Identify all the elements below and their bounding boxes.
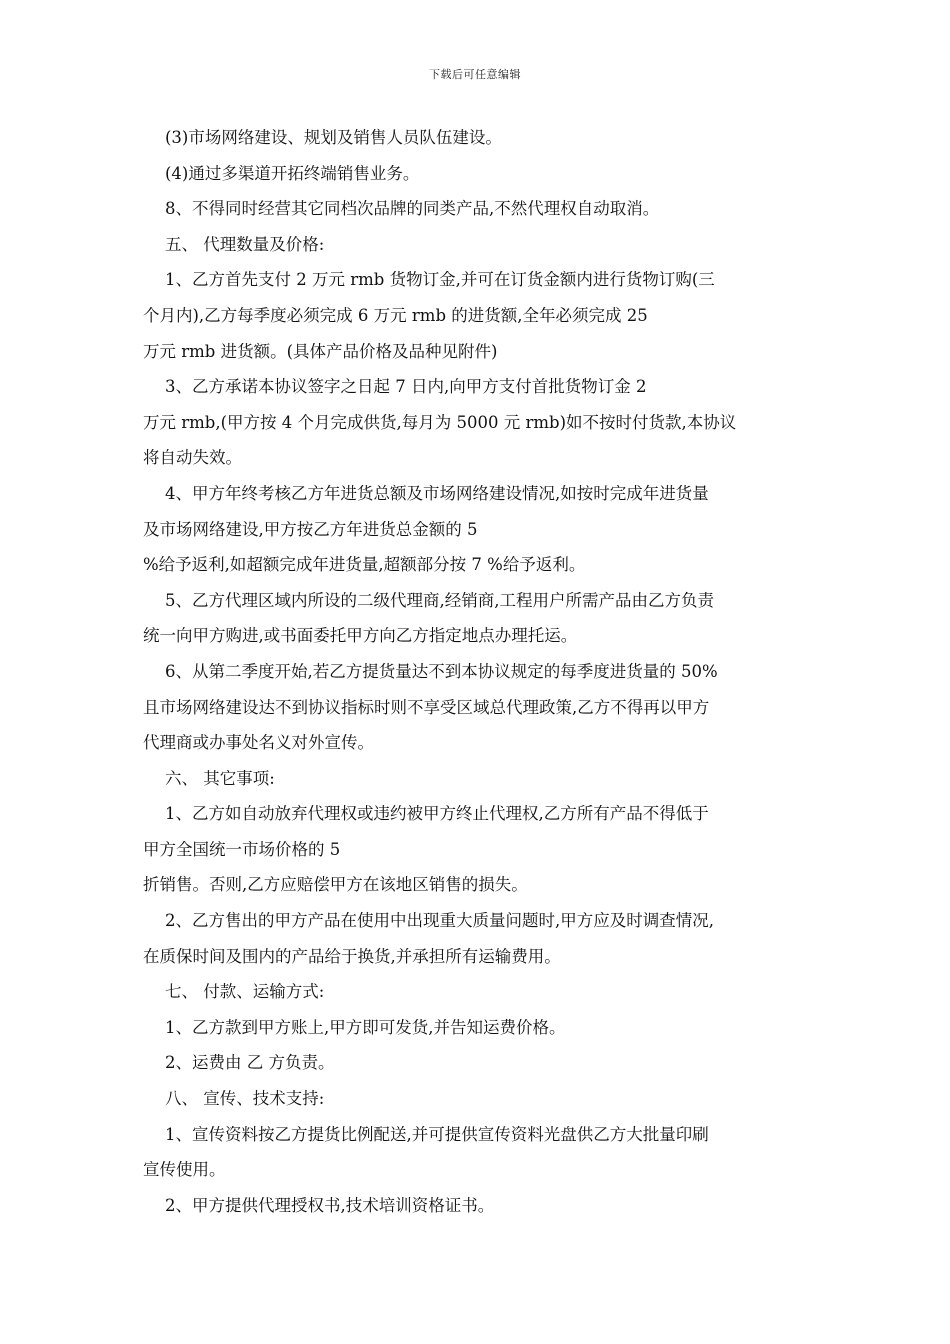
- text-line: 且市场网络建设达不到协议指标时则不享受区域总代理政策,乙方不得再以甲方: [143, 697, 710, 717]
- text-line: 七、 付款、运输方式:: [165, 982, 325, 1002]
- text-line: 1、乙方首先支付 2 万元 rmb 货物订金,并可在订货金额内进行货物订购(三: [165, 270, 715, 290]
- text-line: 6、从第二季度开始,若乙方提货量达不到本协议规定的每季度进货量的 50%: [165, 661, 718, 681]
- text-line: %给予返利,如超额完成年进货量,超额部分按 7 %给予返利。: [143, 555, 586, 575]
- text-line: 1、乙方款到甲方账上,甲方即可发货,并告知运费价格。: [165, 1017, 566, 1037]
- text-line: 六、 其它事项:: [165, 768, 275, 788]
- text-line: 五、 代理数量及价格:: [165, 234, 325, 254]
- text-line: 3、乙方承诺本协议签字之日起 7 日内,向甲方支付首批货物订金 2: [165, 377, 647, 397]
- text-line: 4、甲方年终考核乙方年进货总额及市场网络建设情况,如按时完成年进货量: [165, 483, 709, 503]
- text-line: 及市场网络建设,甲方按乙方年进货总金额的 5: [143, 519, 478, 539]
- text-line: 2、乙方售出的甲方产品在使用中出现重大质量问题时,甲方应及时调查情况,: [165, 911, 714, 931]
- text-line: 8、不得同时经营其它同档次品牌的同类产品,不然代理权自动取消。: [165, 199, 660, 219]
- text-line: 万元 rmb 进货额。(具体产品价格及品种见附件): [143, 341, 498, 361]
- text-line: 2、运费由 乙 方负责。: [165, 1053, 335, 1073]
- text-line: (4)通过多渠道开拓终端销售业务。: [165, 163, 420, 183]
- text-line: 将自动失效。: [143, 448, 242, 468]
- text-line: 代理商或办事处名义对外宣传。: [143, 733, 374, 753]
- document-body: [143, 120, 813, 1223]
- text-line: 八、 宣传、技术支持:: [165, 1089, 325, 1109]
- text-line: 1、宣传资料按乙方提货比例配送,并可提供宣传资料光盘供乙方大批量印刷: [165, 1124, 709, 1144]
- text-line: 1、乙方如自动放弃代理权或违约被甲方终止代理权,乙方所有产品不得低于: [165, 804, 709, 824]
- text-line: 宣传使用。: [143, 1160, 226, 1180]
- text-line: 统一向甲方购进,或书面委托甲方向乙方指定地点办理托运。: [143, 626, 578, 646]
- text-line: 2、甲方提供代理授权书,技术培训资格证书。: [165, 1195, 495, 1215]
- text-line: 在质保时间及围内的产品给于换货,并承担所有运输费用。: [143, 946, 561, 966]
- text-line: (3)市场网络建设、规划及销售人员队伍建设。: [165, 128, 502, 147]
- header-note: 下载后可任意编辑: [429, 68, 521, 81]
- text-line: 个月内),乙方每季度必须完成 6 万元 rmb 的进货额,全年必须完成 25: [143, 305, 648, 325]
- text-line: 万元 rmb,(甲方按 4 个月完成供货,每月为 5000 元 rmb)如不按时付货款,本协议: [143, 412, 737, 432]
- text-line: 甲方全国统一市场价格的 5: [143, 839, 341, 859]
- text-line: 折销售。否则,乙方应赔偿甲方在该地区销售的损失。: [143, 875, 528, 895]
- text-line: 5、乙方代理区域内所设的二级代理商,经销商,工程用户所需产品由乙方负责: [165, 590, 714, 610]
